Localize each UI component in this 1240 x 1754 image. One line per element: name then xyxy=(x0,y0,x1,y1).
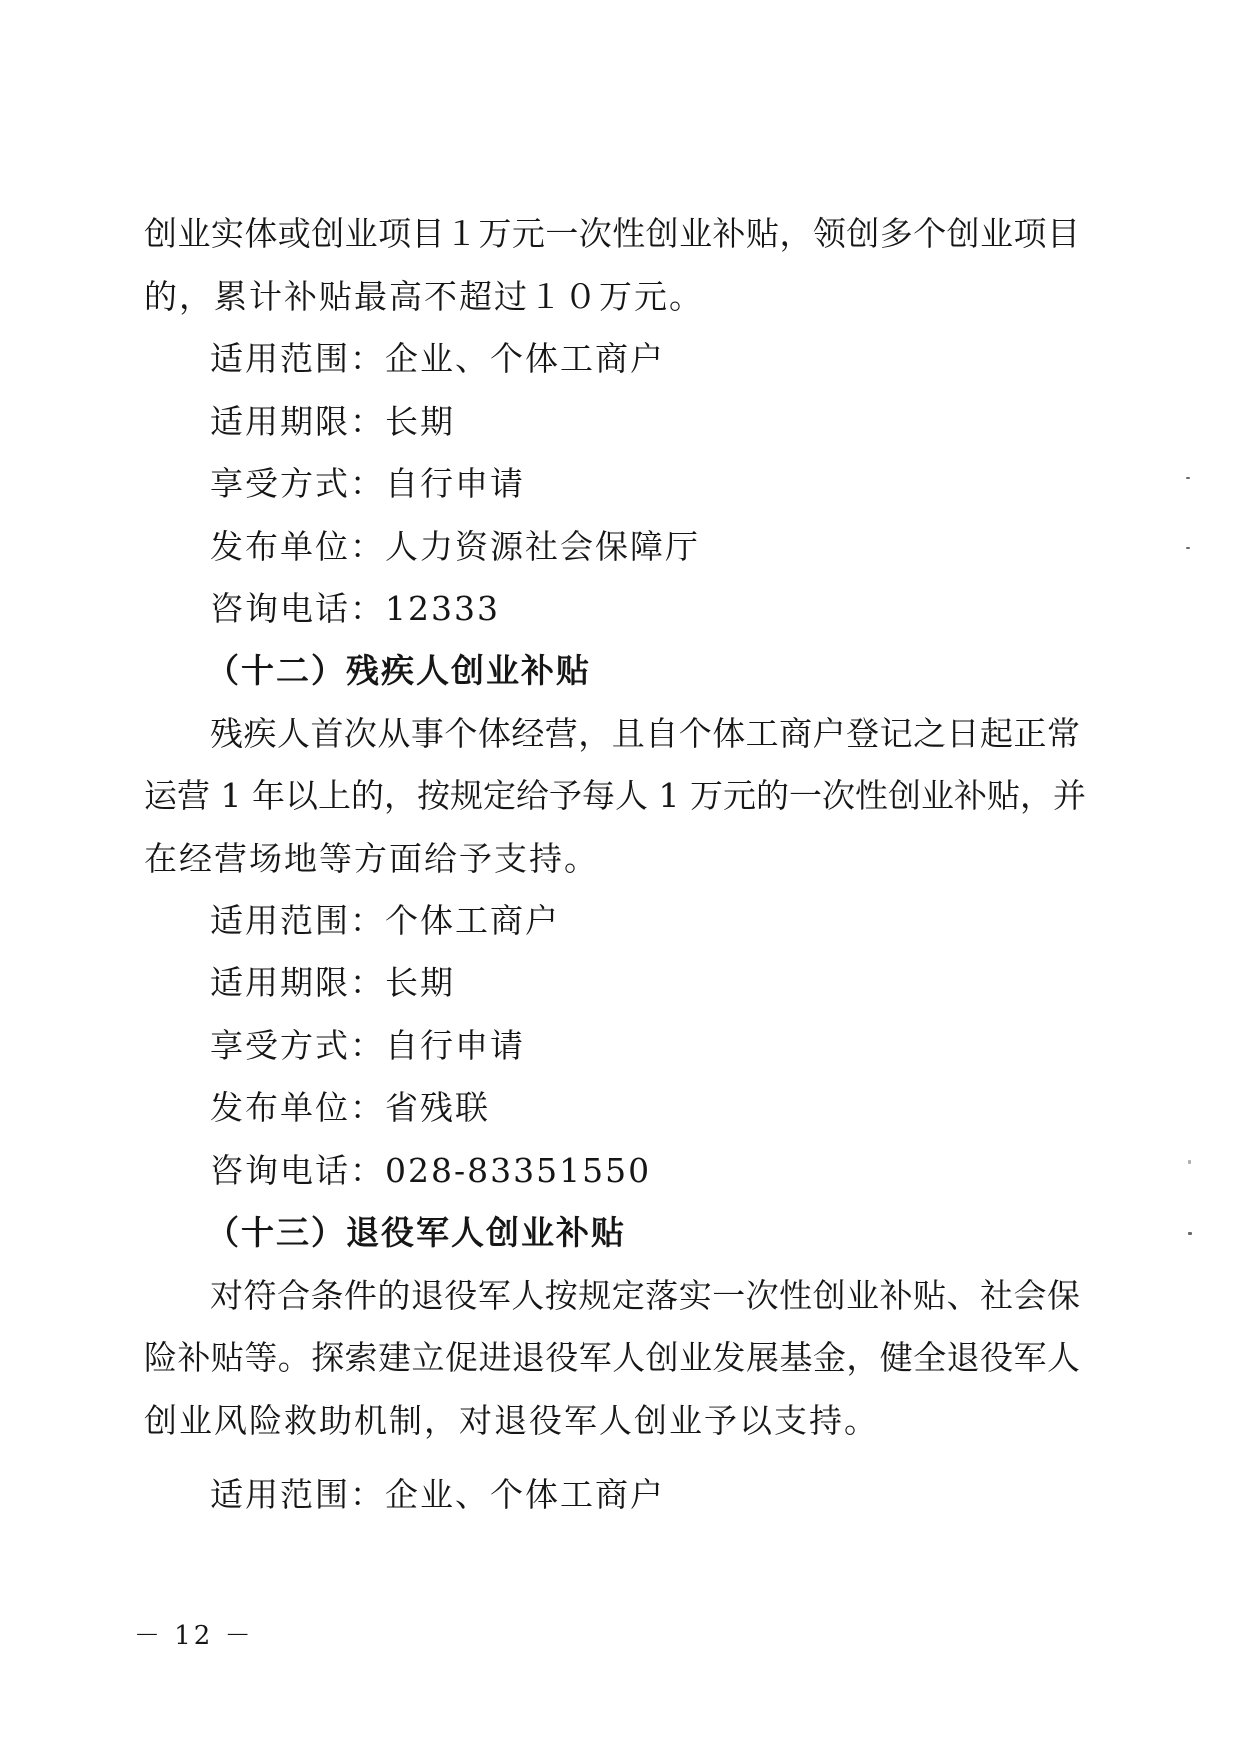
period-line: 适用期限：长期 xyxy=(210,963,455,1002)
scan-speck xyxy=(1186,477,1190,479)
scope-line: 适用范围：企业、个体工商户 xyxy=(210,1475,665,1514)
scan-speck xyxy=(1186,547,1190,549)
paragraph-line: 对符合条件的退役军人按规定落实一次性创业补贴、社会保 xyxy=(210,1276,1080,1315)
paragraph-line: 创业风险救助机制，对退役军人创业予以支持。 xyxy=(144,1401,879,1440)
scope-line: 适用范围：个体工商户 xyxy=(210,901,560,940)
publisher-line: 发布单位：省残联 xyxy=(210,1088,490,1127)
paragraph-line: 险补贴等。探索建立促进退役军人创业发展基金，健全退役军人 xyxy=(144,1338,1080,1377)
hotline-line: 咨询电话：12333 xyxy=(210,589,500,628)
method-line: 享受方式：自行申请 xyxy=(210,464,525,503)
hotline-line: 咨询电话：028-83351550 xyxy=(210,1151,652,1190)
page-number: － 12 － xyxy=(134,1621,254,1651)
paragraph-line: 创业实体或创业项目１万元一次性创业补贴，领创多个创业项目 xyxy=(144,214,1080,253)
publisher-line: 发布单位：人力资源社会保障厅 xyxy=(210,527,700,566)
period-line: 适用期限：长期 xyxy=(210,402,455,441)
paragraph-line: 残疾人首次从事个体经营，且自个体工商户登记之日起正常 xyxy=(210,714,1080,753)
method-line: 享受方式：自行申请 xyxy=(210,1026,525,1065)
paragraph-line: 运营 1 年以上的，按规定给予每人 1 万元的一次性创业补贴，并 xyxy=(144,776,1086,815)
scan-speck xyxy=(1188,1160,1191,1164)
paragraph-line: 在经营场地等方面给予支持。 xyxy=(144,839,599,878)
section-heading: （十二）残疾人创业补贴 xyxy=(206,651,591,690)
scope-line: 适用范围：企业、个体工商户 xyxy=(210,339,665,378)
section-heading: （十三）退役军人创业补贴 xyxy=(206,1213,626,1252)
paragraph-line: 的，累计补贴最高不超过１０万元。 xyxy=(144,277,704,316)
scan-speck xyxy=(1188,1232,1192,1235)
